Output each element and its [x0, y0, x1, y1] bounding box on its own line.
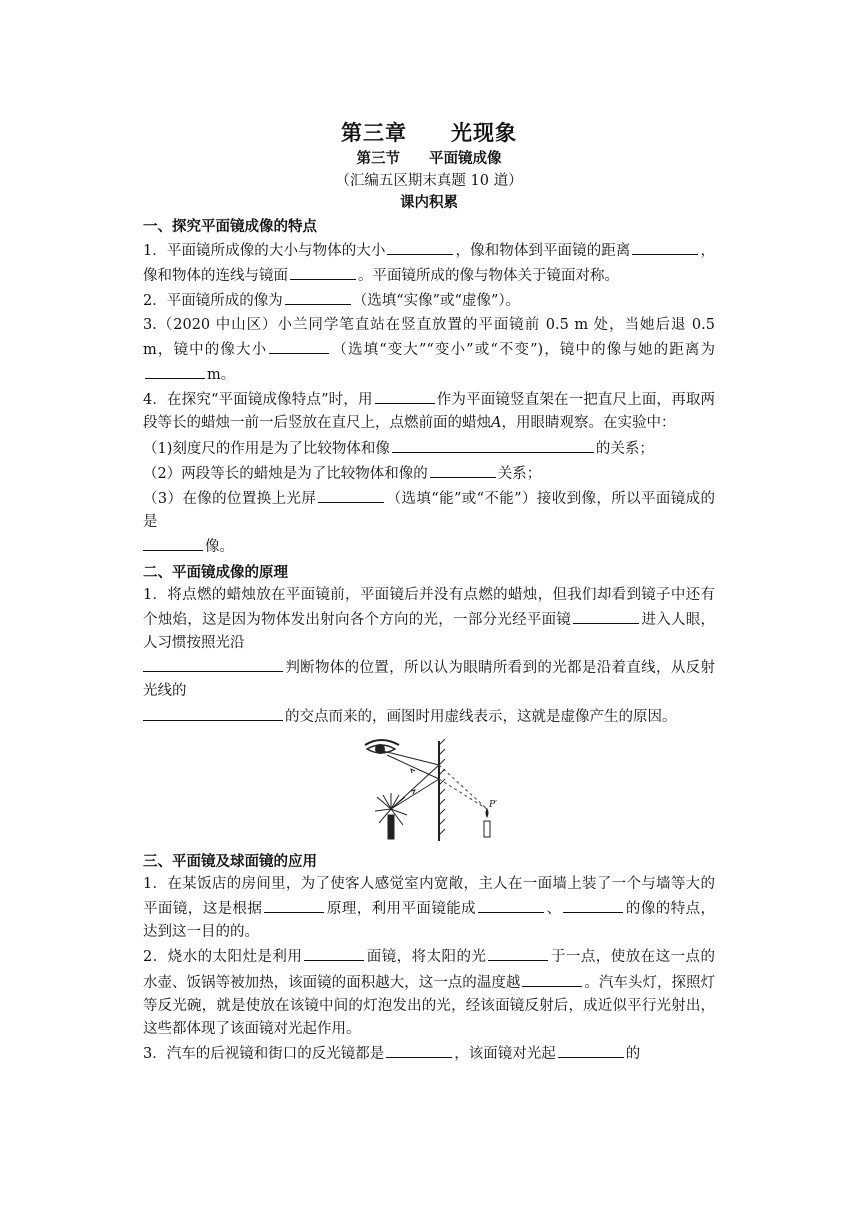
- question-text: 。平面镜所成的像与物体关于镜面对称。: [358, 268, 619, 285]
- question-text: 的交点而来的，画图时用虚线表示，这就是虚像产生的原因。: [285, 708, 677, 725]
- question-text: 的: [625, 1046, 641, 1063]
- question-text: （选填“实像”或“虚像”）。: [352, 293, 521, 310]
- answer-blank[interactable]: [430, 461, 496, 478]
- group-title-1: 一、探究平面镜成像的特点: [143, 219, 317, 235]
- question-text: 3．汽车的后视镜和街口的反光镜都是: [143, 1046, 385, 1063]
- answer-blank[interactable]: [558, 1041, 624, 1058]
- question-text: ，用眼睛观察。在实验中：: [501, 415, 676, 432]
- question-1-3: [143, 314, 715, 388]
- question-text: 的像的特点，达到这一目的的。: [143, 901, 716, 941]
- question-text: m。: [207, 367, 236, 384]
- answer-blank[interactable]: [145, 362, 205, 379]
- group-title-3: 三、平面镜及球面镜的应用: [143, 853, 317, 870]
- answer-blank[interactable]: [143, 704, 283, 721]
- question-text: 3.（2020 中山区）小兰同学笔直站在竖直放置的平面镜前 0.5 m 处，当她后退 0.5 m，镜中的像大小: [143, 316, 715, 358]
- candle-label: A: [491, 415, 502, 432]
- answer-blank[interactable]: [290, 263, 356, 280]
- answer-blank[interactable]: [318, 486, 384, 503]
- mirror-reflection-figure: [349, 735, 509, 847]
- answer-blank[interactable]: [387, 238, 453, 255]
- answer-blank[interactable]: [375, 387, 435, 404]
- question-text: 1．在某饭店的房间里，为了使客人感觉室内宽敞，主人在一面墙上装了一个与墙等大的平面镜，这是根据: [143, 875, 715, 918]
- answer-blank[interactable]: [285, 288, 351, 305]
- subtitle: （汇编五区期末真题 10 道）: [335, 173, 523, 189]
- eye-icon: [365, 740, 399, 754]
- answer-blank[interactable]: [143, 655, 283, 672]
- answer-blank[interactable]: [563, 896, 623, 913]
- question-text: （选填“能”或“不能”）接收到像，所以平面镜成的是: [143, 491, 715, 531]
- question-text: 的关系；: [595, 440, 654, 457]
- question-1-4-sub-3: [143, 486, 715, 560]
- image-candle-icon: [484, 809, 490, 837]
- answer-blank[interactable]: [632, 238, 698, 255]
- question-text: （1)刻度尺的作用是为了比较物体和像: [143, 440, 390, 457]
- answer-blank[interactable]: [522, 970, 582, 987]
- answer-blank[interactable]: [269, 337, 329, 354]
- question-text: （2）两段等长的蜡烛是为了比较物体和像的: [143, 465, 428, 482]
- chapter-title: 第三章 光现象: [341, 121, 517, 145]
- question-text: 面镜，将太阳的光: [366, 949, 487, 966]
- answer-blank[interactable]: [143, 534, 203, 551]
- question-text: 关系；: [497, 465, 542, 482]
- question-1-1: [143, 238, 715, 288]
- question-text: 。汽车头灯，探照灯等反光碗，就是使放在该镜中间的灯泡发出的光，经该面镜反射后，成近似平行光射出，这些都体现了该面镜对光起作用。: [143, 974, 716, 1038]
- answer-blank[interactable]: [386, 1041, 452, 1058]
- answer-blank[interactable]: [573, 607, 639, 624]
- candle-icon: [375, 793, 407, 839]
- question-text: 原理，利用平面镜能成: [326, 901, 477, 918]
- question-text: 1．将点燃的蜡烛放在平面镜前，平面镜后并没有点燃的蜡烛，但我们却看到镜子中还有个烛焰，这是因为物体发出射向各个方向的光，一部分光经平面镜: [143, 586, 715, 628]
- question-text: ，像和物体的连线与镜面: [143, 243, 715, 285]
- question-1-4-sub-2: [143, 461, 715, 486]
- question-text: （3）在像的位置换上光屏: [143, 491, 317, 508]
- question-text: 4．在探究“平面镜成像特点”时，用: [143, 392, 373, 409]
- question-text: 、: [546, 901, 562, 918]
- part-title: 课内积累: [400, 195, 458, 211]
- answer-blank[interactable]: [488, 944, 548, 961]
- question-text: 2．平面镜所成的像为: [143, 293, 283, 310]
- question-text: ，像和物体到平面镜的距离: [455, 243, 631, 259]
- question-text: 2．烧水的太阳灶是利用: [143, 949, 303, 966]
- question-text: 1．平面镜所成像的大小与物体的大小: [143, 243, 386, 259]
- image-point-label: P′: [489, 799, 498, 810]
- question-text: 像。: [205, 539, 234, 556]
- question-text: 于一点，使放在这一点的水壶、饭锅等被加热，该面镜的面积越大，这一点的温度越: [143, 949, 716, 991]
- question-3-3: [143, 1041, 715, 1066]
- question-text: ，该面镜对光起: [454, 1046, 556, 1063]
- answer-blank[interactable]: [264, 896, 324, 913]
- answer-blank[interactable]: [304, 944, 364, 961]
- answer-blank[interactable]: [478, 896, 544, 913]
- question-1-2: [143, 288, 715, 313]
- question-2-1: [143, 584, 715, 729]
- question-text: （选填“变大”“变小”或“不变”)，镜中的像与她的距离为: [331, 341, 715, 358]
- section-title: 第三节 平面镜成像: [356, 151, 502, 167]
- question-text: 作为平面镜竖直架在一把直尺上面，再取两段等长的蜡烛一前一后竖放在直尺上，点燃前面的蜡烛: [143, 392, 715, 432]
- mirror-icon: [439, 739, 445, 841]
- question-1-4: [143, 387, 715, 435]
- group-title-2: 二、平面镜成像的原理: [143, 564, 288, 581]
- answer-blank[interactable]: [392, 436, 594, 453]
- worksheet-page: [143, 118, 715, 1066]
- question-text: 进入人眼，人习惯按照光沿: [143, 611, 716, 652]
- question-3-1: [143, 873, 715, 945]
- question-3-2: [143, 944, 715, 1041]
- virtual-rays: [439, 765, 487, 809]
- question-1-4-sub-1: [143, 436, 715, 461]
- question-text: 判断物体的位置，所以认为眼睛所看到的光都是沿着直线，从反射光线的: [143, 660, 715, 700]
